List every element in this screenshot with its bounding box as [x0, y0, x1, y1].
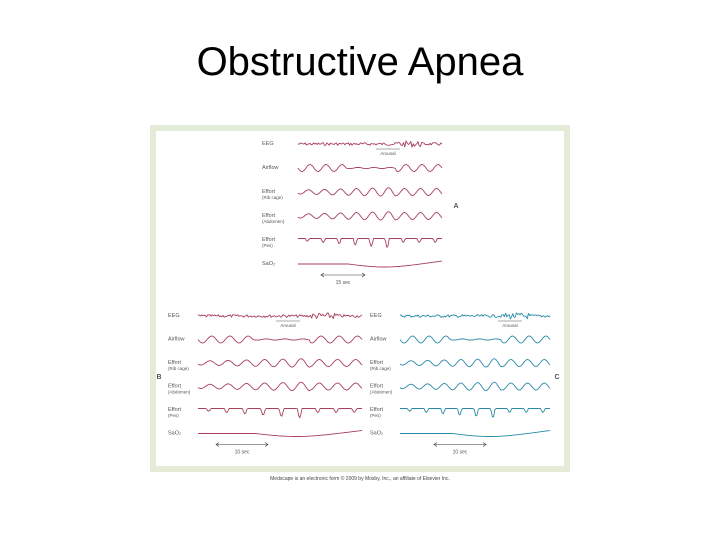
panel-a-letter: A	[453, 203, 459, 210]
polysomnography-traces	[150, 125, 570, 472]
panel-a-sublabel-effort-ribcage: (Rib cage)	[262, 195, 283, 200]
panel-a-label-effort-pes: Effort	[262, 237, 276, 243]
panel-c-label-sao2: SaO₂	[370, 430, 384, 437]
panel-c-time-label: 10 sec	[452, 449, 468, 456]
panel-b-sublabel-effort-abdomen: (Abdomen)	[168, 389, 191, 395]
copyright-caption: Medscape is an electronic form © 2009 by Mosby, Inc., an affiliate of Elsevier Inc.	[270, 476, 450, 482]
panel-c-label-effort-pes: Effort	[370, 407, 384, 413]
panel-c-sublabel-effort-abdomen: (Abdomen)	[370, 389, 393, 395]
panel-b-letter: B	[156, 374, 162, 381]
panel-c-label-airflow: Airflow	[370, 336, 387, 343]
panel-a-label-effort-ribcage: Effort	[262, 189, 276, 195]
panel-a-label-eeg: EEG	[262, 141, 274, 147]
panel-c-label-effort-ribcage: Effort	[370, 360, 384, 366]
panel-a-label-sao2: SaO₂	[262, 261, 276, 267]
panel-a-sublabel-effort-pes: (Pes)	[262, 243, 273, 248]
panel-c-sublabel-effort-pes: (Pes)	[370, 413, 381, 418]
panel-a-time-label: 15 sec	[335, 280, 351, 286]
panel-b-sublabel-effort-pes: (Pes)	[168, 413, 179, 418]
panel-b-label-sao2: SaO₂	[168, 430, 182, 437]
panel-c-letter: C	[554, 374, 560, 381]
panel-c-arousal-label: Arousal	[502, 323, 518, 328]
panel-b-time-label: 10 sec	[234, 449, 250, 456]
panel-a-label-effort-abdomen: Effort	[262, 213, 276, 219]
panel-b-label-effort-pes: Effort	[168, 407, 182, 413]
panel-c-sublabel-effort-ribcage: (Rib cage)	[370, 366, 391, 371]
figure-panel	[156, 131, 564, 466]
panel-b-label-effort-ribcage: Effort	[168, 360, 182, 366]
slide-title: Obstructive Apnea	[196, 40, 524, 84]
panel-a-arousal-label: Arousal	[380, 151, 396, 156]
panel-b-sublabel-effort-ribcage: (Rib cage)	[168, 366, 189, 371]
panel-b-label-airflow: Airflow	[168, 336, 185, 343]
panel-a-label-airflow: Airflow	[262, 165, 279, 171]
apnea-figure	[150, 125, 570, 472]
panel-a-sublabel-effort-abdomen: (Abdomen)	[262, 219, 285, 224]
panel-b-arousal-label: Arousal	[280, 323, 296, 328]
panel-b-label-effort-abdomen: Effort	[168, 383, 182, 390]
panel-c-label-effort-abdomen: Effort	[370, 383, 384, 390]
panel-c-label-eeg: EEG	[370, 313, 382, 319]
panel-b-label-eeg: EEG	[168, 313, 180, 319]
